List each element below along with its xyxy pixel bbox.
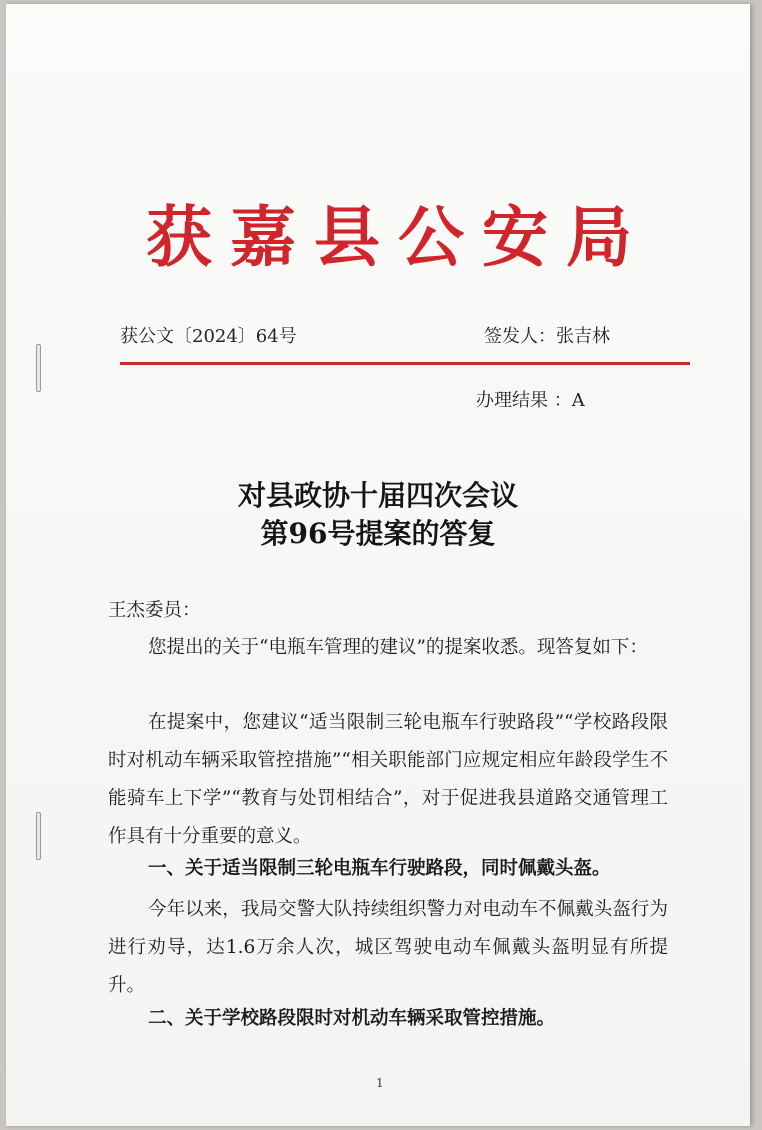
reply-title-line1: 对县政协十届四次会议	[237, 479, 518, 512]
staple-top	[36, 344, 41, 392]
signer: 签发人：张吉林	[484, 326, 610, 347]
salutation: 王杰委员：	[108, 600, 201, 621]
document-page	[6, 4, 750, 1126]
agency-title: 获嘉县公安局	[146, 198, 650, 276]
section-heading-1: 一、关于适当限制三轮电瓶车行驶路段，同时佩戴头盔。	[148, 858, 611, 879]
document-number: 获公文〔2024〕64号	[120, 326, 297, 347]
handling-result: 办理结果 ：A	[476, 390, 585, 411]
paragraph-proposal-summary: 在提案中，您建议“适当限制三轮电瓶车行驶路段”“学校路段限时对机动车辆采取管控措施”“相关职能部门应规定相应年龄段学生不能骑车上下学”“教育与处罚相结合”，对于促进我县道路交通管理工作具有十分重要的意义。	[108, 712, 668, 847]
staple-bottom	[36, 812, 41, 860]
paragraph-helmet-enforcement: 今年以来，我局交警大队持续组织警力对电动车不佩戴头盔行为进行劝导，达1.6万余人次，城区驾驶电动车佩戴头盔明显有所提升。	[108, 899, 668, 996]
reply-title-line2: 第96号提案的答复	[260, 517, 496, 550]
paragraph-acknowledgement: 您提出的关于“电瓶车管理的建议”的提案收悉。现答复如下：	[148, 637, 648, 658]
red-divider-line	[120, 362, 690, 365]
page-number: 1	[376, 1076, 384, 1090]
section-heading-2: 二、关于学校路段限时对机动车辆采取管控措施。	[148, 1008, 556, 1029]
